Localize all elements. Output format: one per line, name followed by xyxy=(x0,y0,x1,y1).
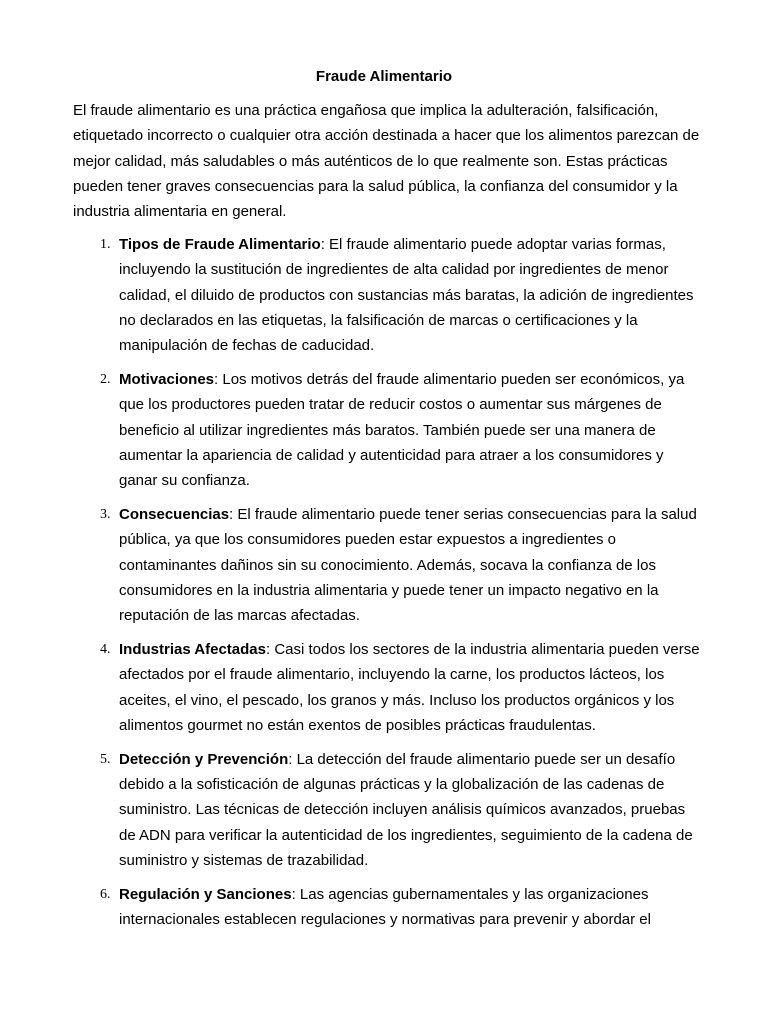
list-item-text: : El fraude alimentario puede tener serias consecuencias para la salud pública, ya que los consumidores pueden estar expuestos a ingredientes o contaminantes dañinos sin su conocimiento. Además, socava la confianza de los consumidores en la industria alimentaria y puede tener un impacto negativo en la reputación de las marcas afectadas. xyxy=(119,505,697,625)
list-item-heading: Motivaciones xyxy=(119,370,215,388)
list-item-number: 3. xyxy=(100,506,111,522)
list-item xyxy=(0,502,704,628)
numbered-list xyxy=(0,232,768,941)
list-item-text: : El fraude alimentario puede adoptar varias formas, incluyendo la sustitución de ingredientes de alta calidad por ingredientes de menor calidad, el diluido de productos con sustancias más baratas, la adición de ingredientes no declarados en las etiquetas, la falsificación de marcas o certificaciones y la manipulación de fechas de caducidad. xyxy=(119,236,694,355)
list-item-heading: Tipos de Fraude Alimentario xyxy=(119,236,321,253)
list-item-number: 4. xyxy=(100,641,111,657)
list-item-text: : Las agencias gubernamentales y las organizaciones internacionales establecen regulaciones y normativas para prevenir y abordar el xyxy=(119,885,651,928)
list-item xyxy=(0,232,704,358)
list-item-heading: Regulación y Sanciones xyxy=(119,885,292,903)
list-item-number: 6. xyxy=(100,886,111,902)
list-item xyxy=(0,367,704,493)
list-item-heading: Detección y Prevención xyxy=(119,750,289,768)
list-item-number: 2. xyxy=(100,371,111,387)
list-item-heading: Industrias Afectadas xyxy=(119,640,266,658)
list-item-number: 5. xyxy=(100,751,111,767)
list-item xyxy=(0,747,704,873)
list-item xyxy=(0,882,704,933)
document-title: Fraude Alimentario xyxy=(315,68,453,85)
list-item-text: : La detección del fraude alimentario puede ser un desafío debido a la sofisticación de algunas prácticas y la globalización de las cadenas de suministro. Las técnicas de detección incluyen análisis químicos avanzados, pruebas de ADN para verificar la autenticidad de los ingredientes, seguimiento de la cadena de suministro y sistemas de trazabilidad. xyxy=(119,750,693,869)
list-item xyxy=(0,637,704,738)
list-item-text: : Casi todos los sectores de la industria alimentaria pueden verse afectados por el fraude alimentario, incluyendo la carne, los productos lácteos, los aceites, el vino, el pescado, los granos y más. Incluso los productos orgánicos y los alimentos gourmet no están exentos de posibles prácticas fraudulentas. xyxy=(119,640,700,734)
list-item-number: 1. xyxy=(100,237,111,252)
intro-paragraph: El fraude alimentario es una práctica engañosa que implica la adulteración, falsificación, etiquetado incorrecto o cualquier otra acción destinada a hacer que los alimentos parezcan de mejor calidad, más saludables o más auténticos de lo que realmente son. Estas prácticas pueden tener graves consecuencias para la salud pública, la confianza del consumidor y la industria alimentaria en general. xyxy=(73,102,700,221)
list-item-heading: Consecuencias xyxy=(119,505,230,523)
list-item-text: : Los motivos detrás del fraude alimentario pueden ser económicos, ya que los productores pueden tratar de reducir costos o aumentar sus márgenes de beneficio al utilizar ingredientes más baratos. También puede ser una manera de aumentar la apariencia de calidad y autenticidad para atraer a los consumidores y ganar su confianza. xyxy=(119,370,685,490)
